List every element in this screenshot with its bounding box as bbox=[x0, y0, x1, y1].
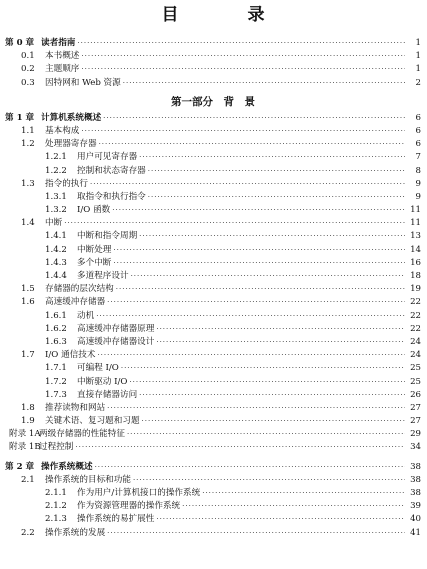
toc-section-entry bbox=[5, 63, 421, 76]
entry-number: 1.2 bbox=[21, 139, 35, 150]
page-number: 40 bbox=[410, 514, 421, 525]
entry-title: 主题顺序 bbox=[45, 64, 80, 75]
page-number: 22 bbox=[410, 323, 421, 334]
entry-title: 本书概述 bbox=[45, 51, 80, 62]
part-heading: 第一部分 背 景 bbox=[171, 95, 255, 108]
dot-leader bbox=[81, 50, 405, 63]
toc-subsection-entry bbox=[5, 270, 421, 283]
entry-number: 1.4.2 bbox=[45, 244, 67, 255]
dot-leader bbox=[156, 513, 405, 526]
page-number: 6 bbox=[415, 139, 421, 150]
page-number: 1 bbox=[415, 64, 421, 75]
entry-title: 中断驱动 I/O bbox=[77, 376, 128, 387]
entry-title: 基本构成 bbox=[45, 125, 80, 136]
dot-leader bbox=[113, 244, 405, 257]
dot-leader bbox=[127, 428, 405, 441]
page-number: 22 bbox=[410, 310, 421, 321]
entry-number: 2.1.3 bbox=[45, 514, 67, 525]
dot-leader bbox=[95, 461, 405, 474]
toc-section-entry bbox=[5, 283, 421, 296]
entry-number: 1.6 bbox=[21, 297, 35, 308]
dot-leader bbox=[182, 500, 405, 513]
toc-subsection-entry bbox=[5, 310, 421, 323]
entry-number: 1.5 bbox=[21, 284, 35, 295]
page-number: 9 bbox=[415, 191, 421, 202]
page-number: 39 bbox=[410, 501, 421, 512]
entry-number: 1.4.1 bbox=[45, 231, 67, 242]
page-number: 27 bbox=[410, 402, 421, 413]
toc-subsection-entry bbox=[5, 323, 421, 336]
dot-leader bbox=[112, 204, 405, 217]
entry-number: 第 2 章 bbox=[5, 461, 35, 472]
entry-number: 1.2.1 bbox=[45, 152, 67, 163]
toc-section-entry bbox=[5, 178, 421, 191]
entry-title: 多个中断 bbox=[77, 257, 112, 268]
page-title: 目 录 bbox=[161, 5, 291, 25]
entry-title: 操作系统的发展 bbox=[45, 527, 106, 538]
entry-title: 作为资源管理器的操作系统 bbox=[77, 501, 181, 512]
page-number: 27 bbox=[410, 416, 421, 427]
page-number: 34 bbox=[410, 442, 421, 453]
entry-title: 操作系统的目标和功能 bbox=[45, 474, 131, 485]
page-number: 1 bbox=[415, 38, 421, 48]
entry-title: 可编程 I/O bbox=[77, 363, 119, 374]
entry-title: 过程控制 bbox=[39, 442, 74, 453]
entry-number: 1.3 bbox=[21, 178, 35, 189]
dot-leader bbox=[139, 230, 405, 243]
entry-title: 高速缓冲存储器 bbox=[45, 297, 106, 308]
dot-leader bbox=[81, 63, 405, 76]
page-number: 13 bbox=[410, 231, 421, 242]
page-number: 25 bbox=[410, 363, 421, 374]
dot-leader bbox=[64, 217, 405, 230]
toc-subsection-entry bbox=[5, 362, 421, 375]
page-number: 11 bbox=[410, 218, 421, 229]
entry-title: 处理器寄存器 bbox=[45, 139, 97, 150]
page-number: 24 bbox=[410, 350, 421, 361]
entry-title: 高速缓冲存储器原理 bbox=[77, 323, 155, 334]
toc-subsection-entry bbox=[5, 191, 421, 204]
page-number: 38 bbox=[410, 474, 421, 485]
entry-number: 第 0 章 bbox=[5, 38, 35, 48]
dot-leader bbox=[121, 362, 405, 375]
toc-section-entry bbox=[5, 402, 421, 415]
entry-number: 1.8 bbox=[21, 402, 35, 413]
entry-title: 因特网和 Web 资源 bbox=[45, 77, 121, 88]
dot-leader bbox=[75, 441, 405, 454]
dot-leader bbox=[139, 151, 405, 164]
page-number: 9 bbox=[415, 178, 421, 189]
entry-title: 取指令和执行指令 bbox=[77, 191, 146, 202]
page-number: 16 bbox=[410, 257, 421, 268]
entry-number: 1.4.3 bbox=[45, 257, 67, 268]
toc-subsection-entry bbox=[5, 500, 421, 513]
page-number: 22 bbox=[410, 297, 421, 308]
entry-number: 1.7 bbox=[21, 350, 35, 361]
entry-title: 多道程序设计 bbox=[77, 271, 129, 281]
entry-number: 附录 1A bbox=[9, 429, 41, 440]
entry-title: 动机 bbox=[77, 310, 95, 321]
page-number: 29 bbox=[410, 429, 421, 440]
toc-subsection-entry bbox=[5, 487, 421, 500]
toc-subsection-entry bbox=[5, 389, 421, 402]
entry-number: 0.3 bbox=[21, 77, 35, 88]
page-number: 11 bbox=[410, 205, 421, 216]
entry-title: 中断和指令周期 bbox=[77, 231, 138, 242]
entry-number: 1.6.3 bbox=[45, 336, 67, 347]
page-number: 6 bbox=[415, 112, 421, 123]
page-number: 14 bbox=[410, 244, 421, 255]
dot-leader bbox=[103, 112, 405, 125]
entry-title: 操作系统的易扩展性 bbox=[77, 514, 155, 525]
toc-chapter-entry bbox=[5, 461, 421, 474]
toc-section-entry bbox=[5, 428, 421, 441]
toc-subsection-entry bbox=[5, 513, 421, 526]
dot-leader bbox=[156, 336, 405, 349]
toc-section-entry bbox=[5, 217, 421, 230]
dot-leader bbox=[107, 527, 405, 540]
entry-number: 1.9 bbox=[21, 416, 35, 427]
page-number: 1 bbox=[415, 51, 421, 62]
entry-number: 1.3.2 bbox=[45, 205, 67, 216]
page-number: 2 bbox=[415, 77, 421, 88]
dot-leader bbox=[139, 389, 405, 402]
toc-section-entry bbox=[5, 441, 421, 454]
entry-number: 1.4.4 bbox=[45, 271, 67, 281]
page-number: 7 bbox=[415, 152, 421, 163]
entry-title: 中断处理 bbox=[77, 244, 112, 255]
entry-title: 用户可见寄存器 bbox=[77, 152, 138, 163]
entry-number: 1.4 bbox=[21, 218, 35, 229]
entry-number: 1.7.3 bbox=[45, 389, 67, 400]
entry-title: 计算机系统概述 bbox=[41, 112, 102, 123]
entry-number: 1.1 bbox=[21, 125, 35, 136]
entry-number: 1.6.1 bbox=[45, 310, 67, 321]
entry-title: I/O 通信技术 bbox=[45, 350, 96, 361]
toc-section-entry bbox=[5, 349, 421, 362]
dot-leader bbox=[107, 296, 405, 309]
page-number: 6 bbox=[415, 125, 421, 136]
toc-section-entry bbox=[5, 125, 421, 138]
entry-title: 关键术语、复习题和习题 bbox=[45, 416, 140, 427]
toc-section-entry bbox=[5, 474, 421, 487]
toc-subsection-entry bbox=[5, 151, 421, 164]
page-number: 26 bbox=[410, 389, 421, 400]
dot-leader bbox=[113, 257, 405, 270]
entry-number: 第 1 章 bbox=[5, 112, 35, 123]
dot-leader bbox=[116, 283, 405, 296]
dot-leader bbox=[81, 125, 405, 138]
page-number: 24 bbox=[410, 336, 421, 347]
page-number: 25 bbox=[410, 376, 421, 387]
toc-chapter-entry bbox=[5, 112, 421, 125]
toc-section-entry bbox=[5, 415, 421, 428]
dot-leader bbox=[142, 415, 405, 428]
page-number: 19 bbox=[410, 284, 421, 295]
entry-title: 控制和状态寄存器 bbox=[77, 165, 146, 176]
dot-leader bbox=[90, 178, 405, 191]
entry-number: 1.6.2 bbox=[45, 323, 67, 334]
page-number: 41 bbox=[410, 527, 421, 538]
toc-subsection-entry bbox=[5, 204, 421, 217]
entry-title: 两级存储器的性能特征 bbox=[39, 429, 125, 440]
toc-section-chapter-1 bbox=[5, 112, 421, 455]
dot-leader bbox=[202, 487, 405, 500]
dot-leader bbox=[96, 310, 405, 323]
entry-number: 2.1.2 bbox=[45, 501, 67, 512]
entry-number: 1.2.2 bbox=[45, 165, 67, 176]
entry-number: 附录 1B bbox=[9, 442, 41, 453]
entry-title: 作为用户/计算机接口的操作系统 bbox=[77, 488, 201, 498]
page-number: 38 bbox=[410, 461, 421, 472]
dot-leader bbox=[97, 349, 405, 362]
entry-number: 2.1.1 bbox=[45, 488, 67, 498]
toc-section-entry bbox=[5, 77, 421, 90]
entry-number: 0.1 bbox=[21, 51, 35, 62]
entry-title: 读者指南 bbox=[41, 38, 76, 48]
dot-leader bbox=[77, 37, 405, 50]
dot-leader bbox=[99, 138, 405, 151]
entry-title: 操作系统概述 bbox=[41, 461, 93, 472]
entry-number: 1.3.1 bbox=[45, 191, 67, 202]
page-number: 38 bbox=[410, 488, 421, 498]
entry-title: 指令的执行 bbox=[45, 178, 88, 189]
entry-title: 推荐读物和网站 bbox=[45, 402, 106, 413]
toc-section-chapter-0 bbox=[5, 37, 421, 90]
page-number: 8 bbox=[415, 165, 421, 176]
dot-leader bbox=[156, 323, 405, 336]
dot-leader bbox=[133, 474, 405, 487]
toc-section-chapter-2 bbox=[5, 461, 421, 540]
entry-title: 高速缓冲存储器设计 bbox=[77, 336, 155, 347]
toc-subsection-entry bbox=[5, 165, 421, 178]
toc-subsection-entry bbox=[5, 230, 421, 243]
entry-number: 2.2 bbox=[21, 527, 35, 538]
toc-section-entry bbox=[5, 296, 421, 309]
entry-number: 1.7.2 bbox=[45, 376, 67, 387]
dot-leader bbox=[129, 376, 405, 389]
dot-leader bbox=[148, 165, 405, 178]
dot-leader bbox=[148, 191, 405, 204]
toc-section-entry bbox=[5, 527, 421, 540]
entry-number: 2.1 bbox=[21, 474, 35, 485]
toc-subsection-entry bbox=[5, 336, 421, 349]
entry-number: 0.2 bbox=[21, 64, 35, 75]
entry-title: 存储器的层次结构 bbox=[45, 284, 114, 295]
entry-number: 1.7.1 bbox=[45, 363, 67, 374]
entry-title: 中断 bbox=[45, 218, 63, 229]
entry-title: 直接存储器访问 bbox=[77, 389, 138, 400]
toc-subsection-entry bbox=[5, 376, 421, 389]
entry-title: I/O 函数 bbox=[77, 205, 111, 216]
toc-subsection-entry bbox=[5, 244, 421, 257]
dot-leader bbox=[123, 77, 405, 90]
toc-subsection-entry bbox=[5, 257, 421, 270]
dot-leader bbox=[131, 270, 405, 283]
page-number: 18 bbox=[410, 271, 421, 281]
toc-section-entry bbox=[5, 138, 421, 151]
dot-leader bbox=[107, 402, 405, 415]
toc-section-entry bbox=[5, 50, 421, 63]
toc-chapter-entry bbox=[5, 37, 421, 50]
